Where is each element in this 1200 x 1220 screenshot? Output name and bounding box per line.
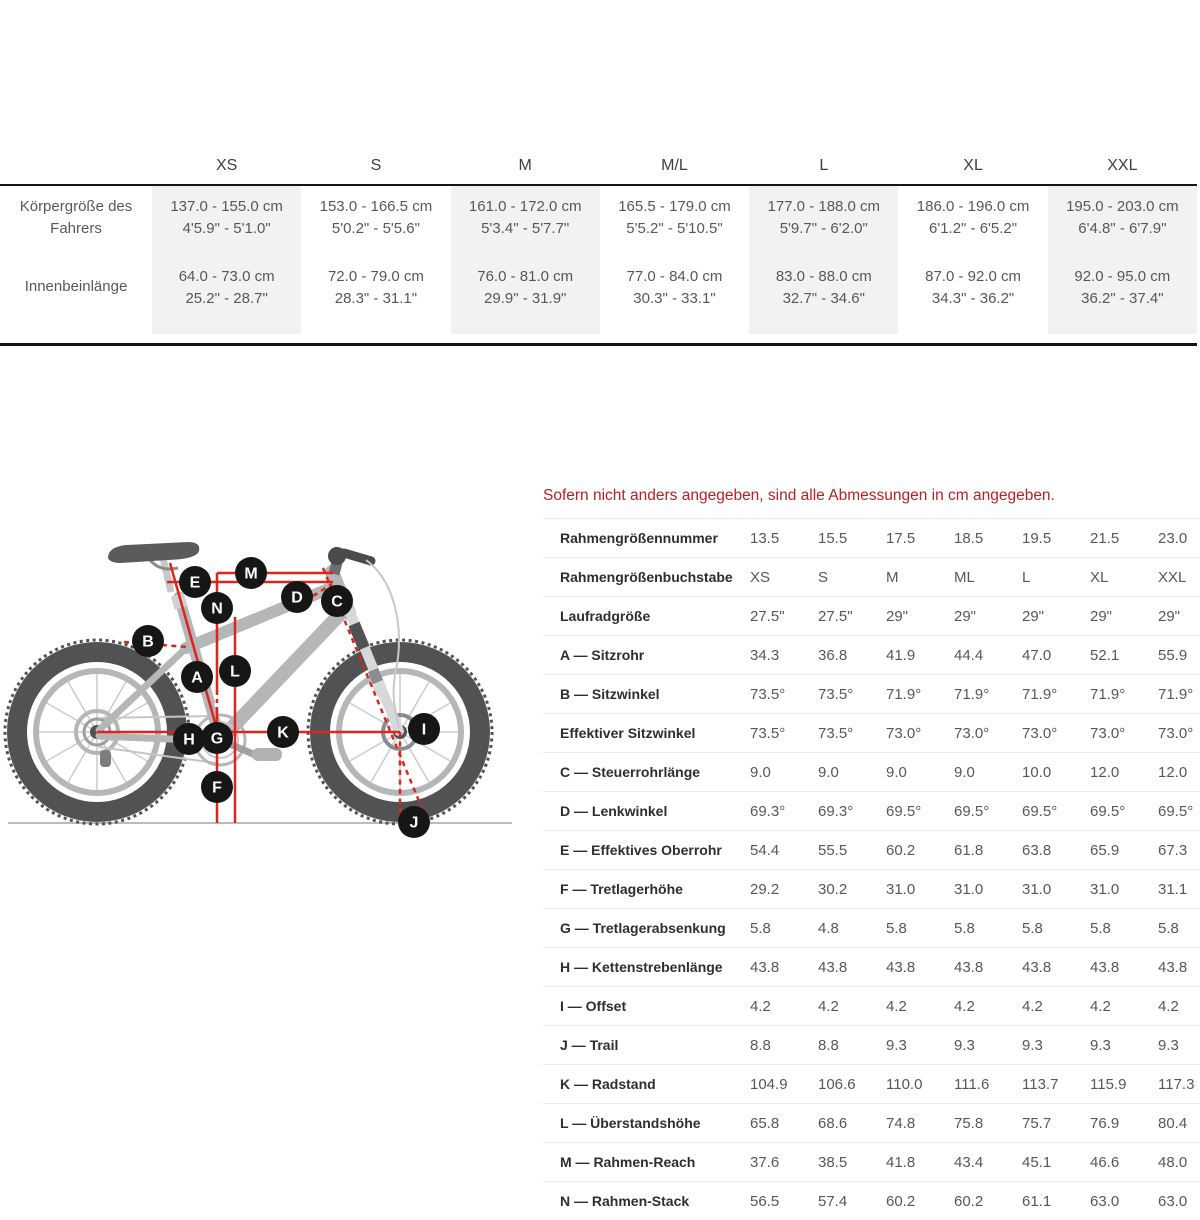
diagram-label-f xyxy=(201,771,233,803)
geometry-value: 31.0 xyxy=(1022,880,1052,898)
geometry-row-label: C — Steuerrohrlänge xyxy=(560,764,701,780)
geometry-row xyxy=(543,674,1200,713)
rider-height-cm: 153.0 - 166.5 cm xyxy=(319,198,433,215)
size-table-body xyxy=(0,186,1197,343)
geometry-row-label: D — Lenkwinkel xyxy=(560,803,668,819)
geometry-value: 31.0 xyxy=(886,880,916,898)
svg-text:N: N xyxy=(211,600,223,618)
geometry-row xyxy=(543,557,1200,596)
inseam-cm: 64.0 - 73.0 cm xyxy=(178,268,275,285)
svg-text:B: B xyxy=(142,633,154,651)
inseam-cm: 83.0 - 88.0 cm xyxy=(775,268,872,285)
geometry-value: 65.8 xyxy=(750,1114,780,1132)
diagram-label-n xyxy=(201,592,233,624)
geometry-value: 80.4 xyxy=(1158,1114,1188,1132)
geometry-value: 73.0° xyxy=(954,724,990,742)
geometry-value: 29" xyxy=(1022,607,1045,625)
svg-text:K: K xyxy=(277,724,289,742)
geometry-value: 4.2 xyxy=(1022,997,1043,1015)
geometry-row xyxy=(543,1025,1200,1064)
geometry-value: XS xyxy=(750,568,771,586)
size-column-4 xyxy=(749,186,898,334)
geometry-row-label: K — Radstand xyxy=(560,1076,656,1092)
rider-height-cell xyxy=(301,196,450,240)
geometry-value: 104.9 xyxy=(750,1075,788,1093)
geometry-value: 69.3° xyxy=(818,802,854,820)
size-table-header xyxy=(0,148,1197,184)
diagram-label-l xyxy=(219,655,251,687)
geometry-value: 31.1 xyxy=(1158,880,1188,898)
geometry-row xyxy=(543,713,1200,752)
geometry-row xyxy=(543,908,1200,947)
geometry-row-label: J — Trail xyxy=(560,1037,619,1053)
geometry-value: 73.0° xyxy=(1158,724,1194,742)
geometry-row xyxy=(543,986,1200,1025)
geometry-value: 4.2 xyxy=(954,997,975,1015)
size-column-6 xyxy=(1048,186,1197,334)
diagram-label-k xyxy=(267,716,299,748)
diagram-label-g xyxy=(201,722,233,754)
geometry-value: 76.9 xyxy=(1090,1114,1120,1132)
bike-geometry-diagram xyxy=(0,520,520,880)
size-column-header-4: L xyxy=(819,157,829,174)
inseam-cm: 76.0 - 81.0 cm xyxy=(477,268,574,285)
rider-height-in: 5'5.2" - 5'10.5" xyxy=(626,220,723,237)
geometry-row-label: H — Kettenstrebenlänge xyxy=(560,959,723,975)
inseam-cell xyxy=(600,266,749,310)
geometry-value: 63.8 xyxy=(1022,841,1052,859)
saddle xyxy=(108,542,199,563)
geometry-value: 5.8 xyxy=(750,919,771,937)
rider-height-cell xyxy=(152,196,301,240)
inseam-in: 32.7" - 34.6" xyxy=(782,290,865,307)
size-table-label-column xyxy=(0,186,152,334)
geometry-row-label: A — Sitzrohr xyxy=(560,647,645,663)
size-column-header-6: XXL xyxy=(1107,157,1138,174)
geometry-value: 4.2 xyxy=(1090,997,1111,1015)
inseam-cm: 87.0 - 92.0 cm xyxy=(925,268,1021,285)
diagram-label-a xyxy=(181,661,213,693)
grip xyxy=(328,547,346,565)
geometry-value: 27.5" xyxy=(818,607,853,625)
geometry-row xyxy=(543,1181,1200,1220)
geometry-value: 15.5 xyxy=(818,529,848,547)
handlebar xyxy=(328,547,371,574)
geometry-value: 61.1 xyxy=(1022,1192,1052,1210)
geometry-value: 9.0 xyxy=(750,763,771,781)
geometry-value: 9.3 xyxy=(1158,1036,1179,1054)
rider-height-in: 5'9.7" - 6'2.0" xyxy=(779,220,868,237)
geometry-value: 71.9° xyxy=(954,685,990,703)
geometry-value: 65.9 xyxy=(1090,841,1120,859)
rider-height-cm: 165.5 - 179.0 cm xyxy=(618,198,731,215)
geometry-value: 5.8 xyxy=(1158,919,1179,937)
geometry-value: 12.0 xyxy=(1090,763,1120,781)
inseam-cell xyxy=(749,266,898,310)
rider-height-in: 6'1.2" - 6'5.2" xyxy=(929,220,1018,237)
size-column-header-2: M xyxy=(518,157,532,174)
geometry-value: 38.5 xyxy=(818,1153,848,1171)
geometry-value: 75.7 xyxy=(1022,1114,1052,1132)
geometry-value: 71.9° xyxy=(886,685,922,703)
geometry-value: 73.5° xyxy=(818,685,854,703)
size-table-bottom-rule xyxy=(0,343,1197,346)
geometry-value: 43.8 xyxy=(1022,958,1052,976)
geometry-value: 4.2 xyxy=(886,997,907,1015)
geometry-value: 23.0 xyxy=(1158,529,1188,547)
geometry-value: 4.2 xyxy=(818,997,839,1015)
geometry-value: 67.3 xyxy=(1158,841,1188,859)
geometry-value: 41.9 xyxy=(886,646,916,664)
inseam-cell xyxy=(1048,266,1197,310)
geometry-row-label: B — Sitzwinkel xyxy=(560,686,660,702)
geometry-value: ML xyxy=(954,568,975,586)
size-column-2 xyxy=(451,186,600,334)
geometry-value: 63.0 xyxy=(1090,1192,1120,1210)
geometry-value: L xyxy=(1022,568,1031,586)
rider-height-cell xyxy=(1048,196,1197,240)
geometry-value: 73.5° xyxy=(750,685,786,703)
rear-derailleur xyxy=(100,750,111,767)
geometry-value: 48.0 xyxy=(1158,1153,1188,1171)
geometry-value: 55.5 xyxy=(818,841,848,859)
svg-text:D: D xyxy=(291,589,303,607)
geometry-row-label: G — Tretlagerabsenkung xyxy=(560,920,726,936)
geometry-row-label: E — Effektives Oberrohr xyxy=(560,842,722,858)
geometry-value: 54.4 xyxy=(750,841,780,859)
geometry-value: 73.0° xyxy=(886,724,922,742)
geometry-value: 9.3 xyxy=(954,1036,975,1054)
geometry-value: 47.0 xyxy=(1022,646,1052,664)
geometry-value: 5.8 xyxy=(1022,919,1043,937)
geometry-value: 69.3° xyxy=(750,802,786,820)
svg-text:E: E xyxy=(189,574,201,592)
geometry-value: 57.4 xyxy=(818,1192,848,1210)
inseam-cell xyxy=(451,266,600,310)
geometry-value: 5.8 xyxy=(954,919,975,937)
geometry-value: 43.8 xyxy=(818,958,848,976)
measurements-note: Sofern nicht anders angegeben, sind alle Abmessungen in cm angegeben. xyxy=(543,487,1055,504)
geometry-value: 56.5 xyxy=(750,1192,780,1210)
geometry-value: 29" xyxy=(954,607,977,625)
geometry-value: 71.9° xyxy=(1022,685,1058,703)
inseam-cell xyxy=(152,266,301,310)
geometry-value: 43.8 xyxy=(1158,958,1188,976)
geometry-row-label: I — Offset xyxy=(560,998,627,1014)
geometry-value: 8.8 xyxy=(818,1036,839,1054)
inseam-in: 30.3" - 33.1" xyxy=(633,290,716,307)
inseam-in: 36.2" - 37.4" xyxy=(1081,290,1164,307)
svg-text:L: L xyxy=(230,663,240,681)
geometry-value: 10.0 xyxy=(1022,763,1052,781)
geometry-value: 9.0 xyxy=(818,763,839,781)
geometry-value: 69.5° xyxy=(1090,802,1126,820)
geometry-value: 9.3 xyxy=(1090,1036,1111,1054)
geometry-value: 113.7 xyxy=(1022,1075,1059,1093)
diagram-label-e xyxy=(179,566,211,598)
geometry-value: 29" xyxy=(1090,607,1113,625)
size-column-5 xyxy=(898,186,1047,334)
geometry-value: 52.1 xyxy=(1090,646,1120,664)
geometry-value: 69.5° xyxy=(954,802,990,820)
geometry-value: 37.6 xyxy=(750,1153,780,1171)
geometry-value: 13.5 xyxy=(750,529,780,547)
geometry-row-label: M — Rahmen-Reach xyxy=(560,1154,696,1170)
diagram-label-d xyxy=(281,581,313,613)
geometry-value: 36.8 xyxy=(818,646,848,664)
geometry-value: 45.1 xyxy=(1022,1153,1052,1171)
size-column-header-1: S xyxy=(370,157,382,174)
geometry-value: 29" xyxy=(886,607,909,625)
geometry-value: 43.8 xyxy=(750,958,780,976)
rider-height-cell xyxy=(600,196,749,240)
rider-height-in: 4'5.9" - 5'1.0" xyxy=(182,220,271,237)
svg-text:M: M xyxy=(244,565,258,583)
geometry-value: 73.0° xyxy=(1090,724,1126,742)
geometry-value: 4.2 xyxy=(750,997,771,1015)
size-column-header-5: XL xyxy=(963,157,983,174)
geometry-table xyxy=(543,518,1200,1220)
geometry-value: 111.6 xyxy=(954,1075,990,1093)
pedal xyxy=(252,748,282,761)
geometry-value: 31.0 xyxy=(954,880,984,898)
geometry-row-label: Effektiver Sitzwinkel xyxy=(560,725,696,741)
svg-text:G: G xyxy=(210,730,224,748)
geometry-value: 43.8 xyxy=(886,958,916,976)
rider-height-cell xyxy=(749,196,898,240)
inseam-in: 28.3" - 31.1" xyxy=(334,290,418,307)
geometry-value: 60.2 xyxy=(954,1192,984,1210)
geometry-value: 71.9° xyxy=(1158,685,1194,703)
inseam-cell xyxy=(898,266,1047,310)
geometry-value: 73.5° xyxy=(750,724,786,742)
svg-text:F: F xyxy=(212,779,222,797)
size-column-header-3: M/L xyxy=(661,157,688,174)
geometry-value: 9.3 xyxy=(886,1036,907,1054)
geometry-value: 17.5 xyxy=(886,529,916,547)
geometry-row xyxy=(543,1103,1200,1142)
geometry-row xyxy=(543,869,1200,908)
inseam-in: 25.2" - 28.7" xyxy=(185,290,268,307)
geometry-value: 69.5° xyxy=(1022,802,1058,820)
geometry-row-label: L — Überstandshöhe xyxy=(560,1115,701,1131)
geometry-row xyxy=(543,830,1200,869)
geometry-row xyxy=(543,1064,1200,1103)
geometry-value: 31.0 xyxy=(1090,880,1120,898)
size-column-0 xyxy=(152,186,301,334)
geometry-value: 34.3 xyxy=(750,646,780,664)
rider-height-cm: 177.0 - 188.0 cm xyxy=(767,198,881,215)
geometry-value: 9.3 xyxy=(1022,1036,1043,1054)
rider-height-cell xyxy=(898,196,1047,240)
geometry-value: 19.5 xyxy=(1022,529,1052,547)
geometry-value: 29.2 xyxy=(750,880,780,898)
geometry-value: 43.4 xyxy=(954,1153,984,1171)
geometry-value: S xyxy=(818,568,829,586)
geometry-value: 29" xyxy=(1158,607,1181,625)
size-row-label-rider-height: Körpergröße des Fahrers xyxy=(19,198,133,237)
geometry-value: 106.6 xyxy=(818,1075,856,1093)
geometry-value: 4.8 xyxy=(818,919,839,937)
inseam-in: 34.3" - 36.2" xyxy=(931,290,1015,307)
rider-height-cm: 137.0 - 155.0 cm xyxy=(170,198,283,215)
inseam-cm: 72.0 - 79.0 cm xyxy=(327,268,424,285)
geometry-value: 4.2 xyxy=(1158,997,1179,1015)
size-table xyxy=(0,148,1197,346)
geometry-value: 46.6 xyxy=(1090,1153,1120,1171)
diagram-label-h xyxy=(173,723,205,755)
geometry-value: 18.5 xyxy=(954,529,984,547)
size-column-3 xyxy=(600,186,749,334)
geometry-value: 27.5" xyxy=(750,607,785,625)
geometry-value: 73.0° xyxy=(1022,724,1058,742)
geometry-value: XL xyxy=(1090,568,1109,586)
geometry-value: 43.8 xyxy=(954,958,984,976)
geometry-row xyxy=(543,1142,1200,1181)
geometry-value: 60.2 xyxy=(886,1192,916,1210)
diagram-label-m xyxy=(235,557,267,589)
svg-text:A: A xyxy=(191,669,203,687)
svg-text:I: I xyxy=(421,721,427,739)
geometry-row xyxy=(543,518,1200,557)
geometry-value: XXL xyxy=(1158,568,1187,586)
geometry-row-label: Rahmengrößennummer xyxy=(560,530,718,546)
diagram-label-b xyxy=(132,625,164,657)
geometry-value: 55.9 xyxy=(1158,646,1188,664)
diagram-label-i xyxy=(408,713,440,745)
rider-height-in: 6'4.8" - 6'7.9" xyxy=(1078,220,1167,237)
geometry-value: 12.0 xyxy=(1158,763,1188,781)
geometry-row xyxy=(543,791,1200,830)
geometry-row-label: F — Tretlagerhöhe xyxy=(560,881,683,897)
geometry-value: 69.5° xyxy=(1158,802,1194,820)
geometry-value: 44.4 xyxy=(954,646,984,664)
inseam-cell xyxy=(301,266,450,310)
geometry-value: 74.8 xyxy=(886,1114,916,1132)
geometry-value: 115.9 xyxy=(1090,1075,1127,1093)
rider-height-cell xyxy=(451,196,600,240)
size-column-header-0: XS xyxy=(215,157,238,174)
rider-height-in: 5'3.4" - 5'7.7" xyxy=(481,220,570,237)
geometry-row-label: N — Rahmen-Stack xyxy=(560,1193,690,1209)
inseam-cm: 92.0 - 95.0 cm xyxy=(1074,268,1171,285)
geometry-value: 61.8 xyxy=(954,841,984,859)
geometry-value: 69.5° xyxy=(886,802,922,820)
svg-text:H: H xyxy=(183,731,195,749)
geometry-value: M xyxy=(886,568,899,586)
geometry-value: 43.8 xyxy=(1090,958,1120,976)
geometry-row xyxy=(543,752,1200,791)
rider-height-cm: 161.0 - 172.0 cm xyxy=(468,198,582,215)
geometry-value: 9.0 xyxy=(954,763,975,781)
geometry-value: 5.8 xyxy=(886,919,907,937)
geometry-value: 8.8 xyxy=(750,1036,771,1054)
svg-text:J: J xyxy=(409,814,419,832)
svg-text:C: C xyxy=(331,593,343,611)
geometry-value: 5.8 xyxy=(1090,919,1111,937)
geometry-value: 71.9° xyxy=(1090,685,1126,703)
geometry-value: 63.0 xyxy=(1158,1192,1188,1210)
size-row-label-inseam: Innenbeinlänge xyxy=(24,278,128,295)
geometry-value: 110.0 xyxy=(886,1075,923,1093)
geometry-value: 75.8 xyxy=(954,1114,984,1132)
geometry-value: 9.0 xyxy=(886,763,907,781)
geometry-value: 73.5° xyxy=(818,724,854,742)
rider-height-cm: 195.0 - 203.0 cm xyxy=(1066,198,1179,215)
diagram-label-c xyxy=(321,585,353,617)
geometry-row-label: Rahmengrößenbuchstabe xyxy=(560,569,733,585)
rider-height-cm: 186.0 - 196.0 cm xyxy=(916,198,1030,215)
diagram-label-j xyxy=(398,806,430,838)
rider-height-in: 5'0.2" - 5'5.6" xyxy=(331,220,420,237)
geometry-value: 117.3 xyxy=(1158,1075,1195,1093)
geometry-row xyxy=(543,596,1200,635)
geometry-row xyxy=(543,635,1200,674)
geometry-value: 68.6 xyxy=(818,1114,848,1132)
geometry-row xyxy=(543,947,1200,986)
geometry-value: 60.2 xyxy=(886,841,916,859)
geometry-value: 21.5 xyxy=(1090,529,1120,547)
geometry-value: 41.8 xyxy=(886,1153,916,1171)
geometry-value: 30.2 xyxy=(818,880,848,898)
size-column-1 xyxy=(301,186,450,334)
inseam-cm: 77.0 - 84.0 cm xyxy=(626,268,723,285)
geometry-row-label: Laufradgröße xyxy=(560,608,651,624)
inseam-in: 29.9" - 31.9" xyxy=(484,290,567,307)
